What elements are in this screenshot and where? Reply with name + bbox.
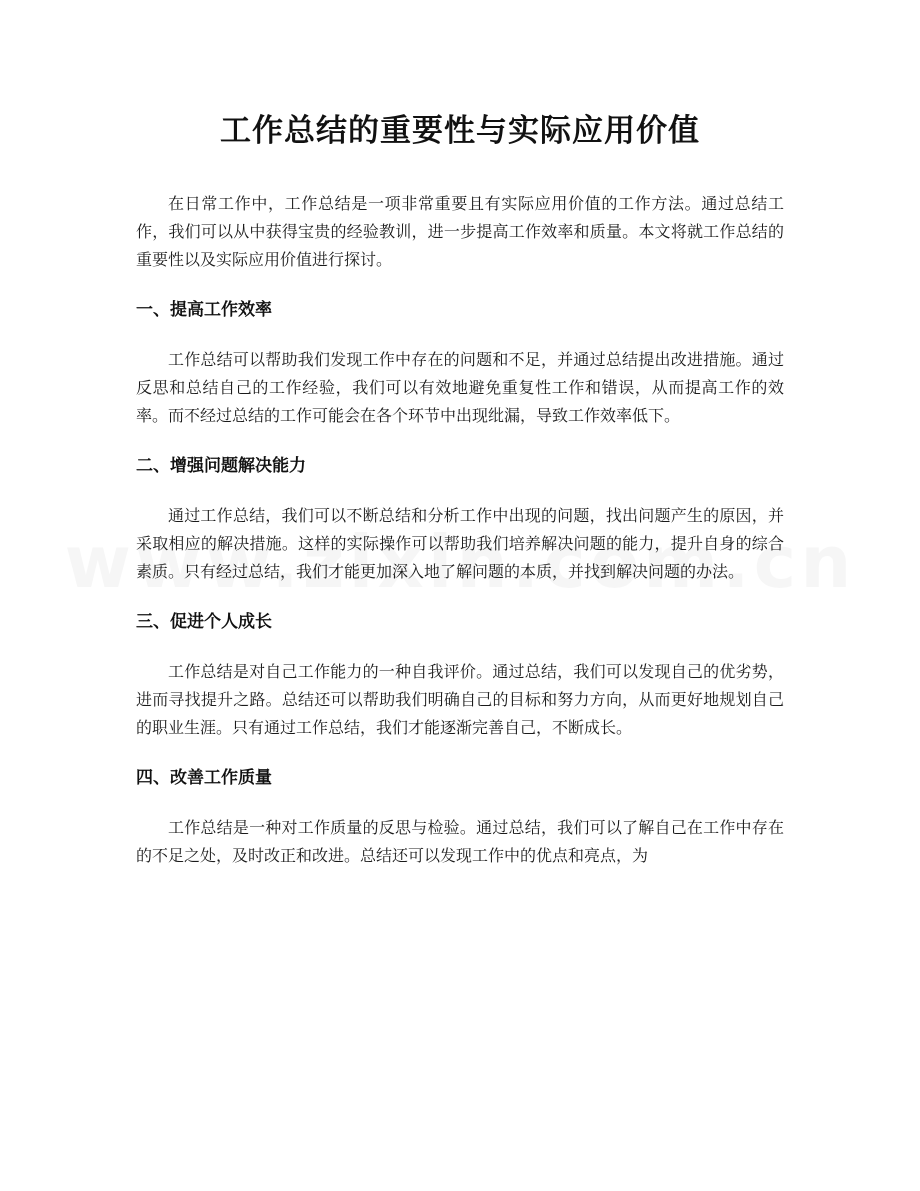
section-heading: 一、提高工作效率	[136, 300, 272, 320]
section-personal-growth	[136, 608, 784, 742]
section-heading: 四、改善工作质量	[136, 768, 272, 788]
section-paragraph: 工作总结可以帮助我们发现工作中存在的问题和不足，并通过总结提出改进措施。通过反思和总结自己的工作经验，我们可以有效地避免重复性工作和错误，从而提高工作的效率。而不经过总结的工作可能会在各个环节中出现纰漏，导致工作效率低下。	[136, 350, 784, 425]
section-paragraph: 通过工作总结，我们可以不断总结和分析工作中出现的问题，找出问题产生的原因，并采取相应的解决措施。这样的实际操作可以帮助我们培养解决问题的能力，提升自身的综合素质。只有经过总结，我们才能更加深入地了解问题的本质，并找到解决问题的办法。	[136, 506, 784, 581]
section-heading: 二、增强问题解决能力	[136, 456, 306, 476]
section-paragraph: 工作总结是一种对工作质量的反思与检验。通过总结，我们可以了解自己在工作中存在的不足之处，及时改正和改进。总结还可以发现工作中的优点和亮点，为	[136, 818, 784, 865]
section-work-quality	[136, 764, 784, 870]
section-problem-solving	[136, 452, 784, 586]
section-paragraph: 工作总结是对自己工作能力的一种自我评价。通过总结，我们可以发现自己的优劣势，进而寻找提升之路。总结还可以帮助我们明确自己的目标和努力方向，从而更好地规划自己的职业生涯。只有通过工作总结，我们才能逐渐完善自己，不断成长。	[136, 662, 784, 737]
document-title: 工作总结的重要性与实际应用价值	[220, 113, 700, 149]
section-heading: 三、促进个人成长	[136, 612, 272, 632]
section-improve-efficiency	[136, 296, 784, 430]
intro-paragraph: 在日常工作中，工作总结是一项非常重要且有实际应用价值的工作方法。通过总结工作，我们可以从中获得宝贵的经验教训，进一步提高工作效率和质量。本文将就工作总结的重要性以及实际应用价值进行探讨。	[136, 194, 784, 269]
